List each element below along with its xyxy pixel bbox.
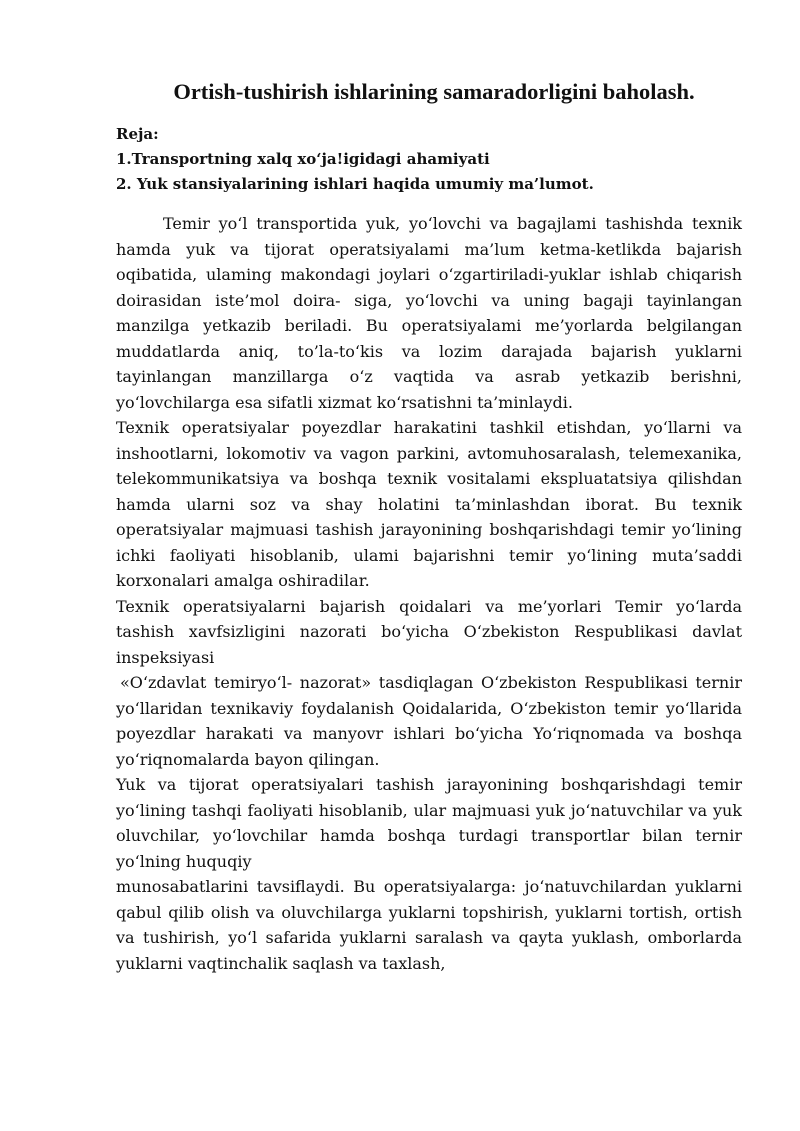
paragraph: Texnik operatsiyalar poyezdlar harakatini tashkil etishdan, yo‘llarni va inshootlarni, lokomotiv va vagon parkini, avtomuhosaralash, telemexanika, telekommunikatsiya va boshqa texnik vositalami ekspluatatsiya qilishdan hamda ularni soz va shay holatini ta’minlashdan iborat. Bu texnik operatsiyalar majmuasi tashish jarayonining boshqarishdagi temir yo‘lining ichki faoliyati hisoblanib, ulami bajarishni temir yo‘lining muta’saddi korxonalari amalga oshiradilar.: [116, 418, 742, 590]
paragraph: munosabatlarini tavsiflaydi. Bu operatsiyalarga: jo‘natuvchilardan yuklarni qabul qilib olish va oluvchilarga yuklarni topshirish, yuklarni tortish, ortish va tushirish, yo‘l safarida yuklarni saralash va qayta yuklash, omborlarda yuklarni vaqtinchalik saqlash va taxlash,: [116, 877, 742, 973]
plan-item: 1.Transportning xalq xo‘ja!igidagi ahamiyati: [116, 150, 490, 168]
document-page: [116, 74, 742, 976]
document-body: [116, 211, 742, 976]
paragraph: Temir yo‘l transportida yuk, yo‘lovchi va bagajlami tashishda texnik hamda yuk va tijorat operatsiyalami ma’lum ketma-ketlikda bajarish oqibatida, ulaming makondagi joylari o‘zgartiriladi-yuklar ishlab chiqarish doirasidan iste’mol doira- siga, yo‘lovchi va uning bagaji tayinlangan manzilga yetkazib beriladi. Bu operatsiyalami me’yorlarda belgilangan muddatlarda aniq, to’la-to‘kis va lozim darajada bajarish yuklarni tayinlangan manzillarga o‘z vaqtida va asrab yetkazib berishni, yo‘lovchilarga esa sifatli xizmat ko‘rsatishni ta’minlaydi.: [116, 214, 742, 412]
page-title: Ortish-tushirish ishlarining samaradorligini baholash.: [173, 79, 695, 104]
plan-item: 2. Yuk stansiyalarining ishlari haqida umumiy ma’lumot.: [116, 175, 594, 193]
paragraph: Texnik operatsiyalarni bajarish qoidalari va me’yorlari Temir yo‘larda tashish xavfsizligini nazorati bo‘yicha O‘zbekiston Respublikasi davlat inspeksiyasi: [116, 596, 742, 667]
plan-section: [116, 122, 742, 197]
plan-heading: Reja:: [116, 125, 159, 143]
paragraph: Yuk va tijorat operatsiyalari tashish jarayonining boshqarishdagi temir yo‘lining tashqi faoliyati hisoblanib, ular majmuasi yuk jo‘natuvchilar va yuk oluvchilar, yo‘lovchilar hamda boshqa turdagi transportlar bilan ternir yo‘lning huquqiy: [116, 775, 742, 871]
paragraph: «O‘zdavlat temiryo‘l- nazorat» tasdiqlagan O‘zbekiston Respublikasi ternir yo‘llaridan texnikaviy foydalanish Qoidalarida, O‘zbekiston temir yo‘llarida poyezdlar harakati va manyovr ishlari bo‘yicha Yo‘riqnomada va boshqa yo‘riqnomalarda bayon qilingan.: [116, 673, 742, 769]
